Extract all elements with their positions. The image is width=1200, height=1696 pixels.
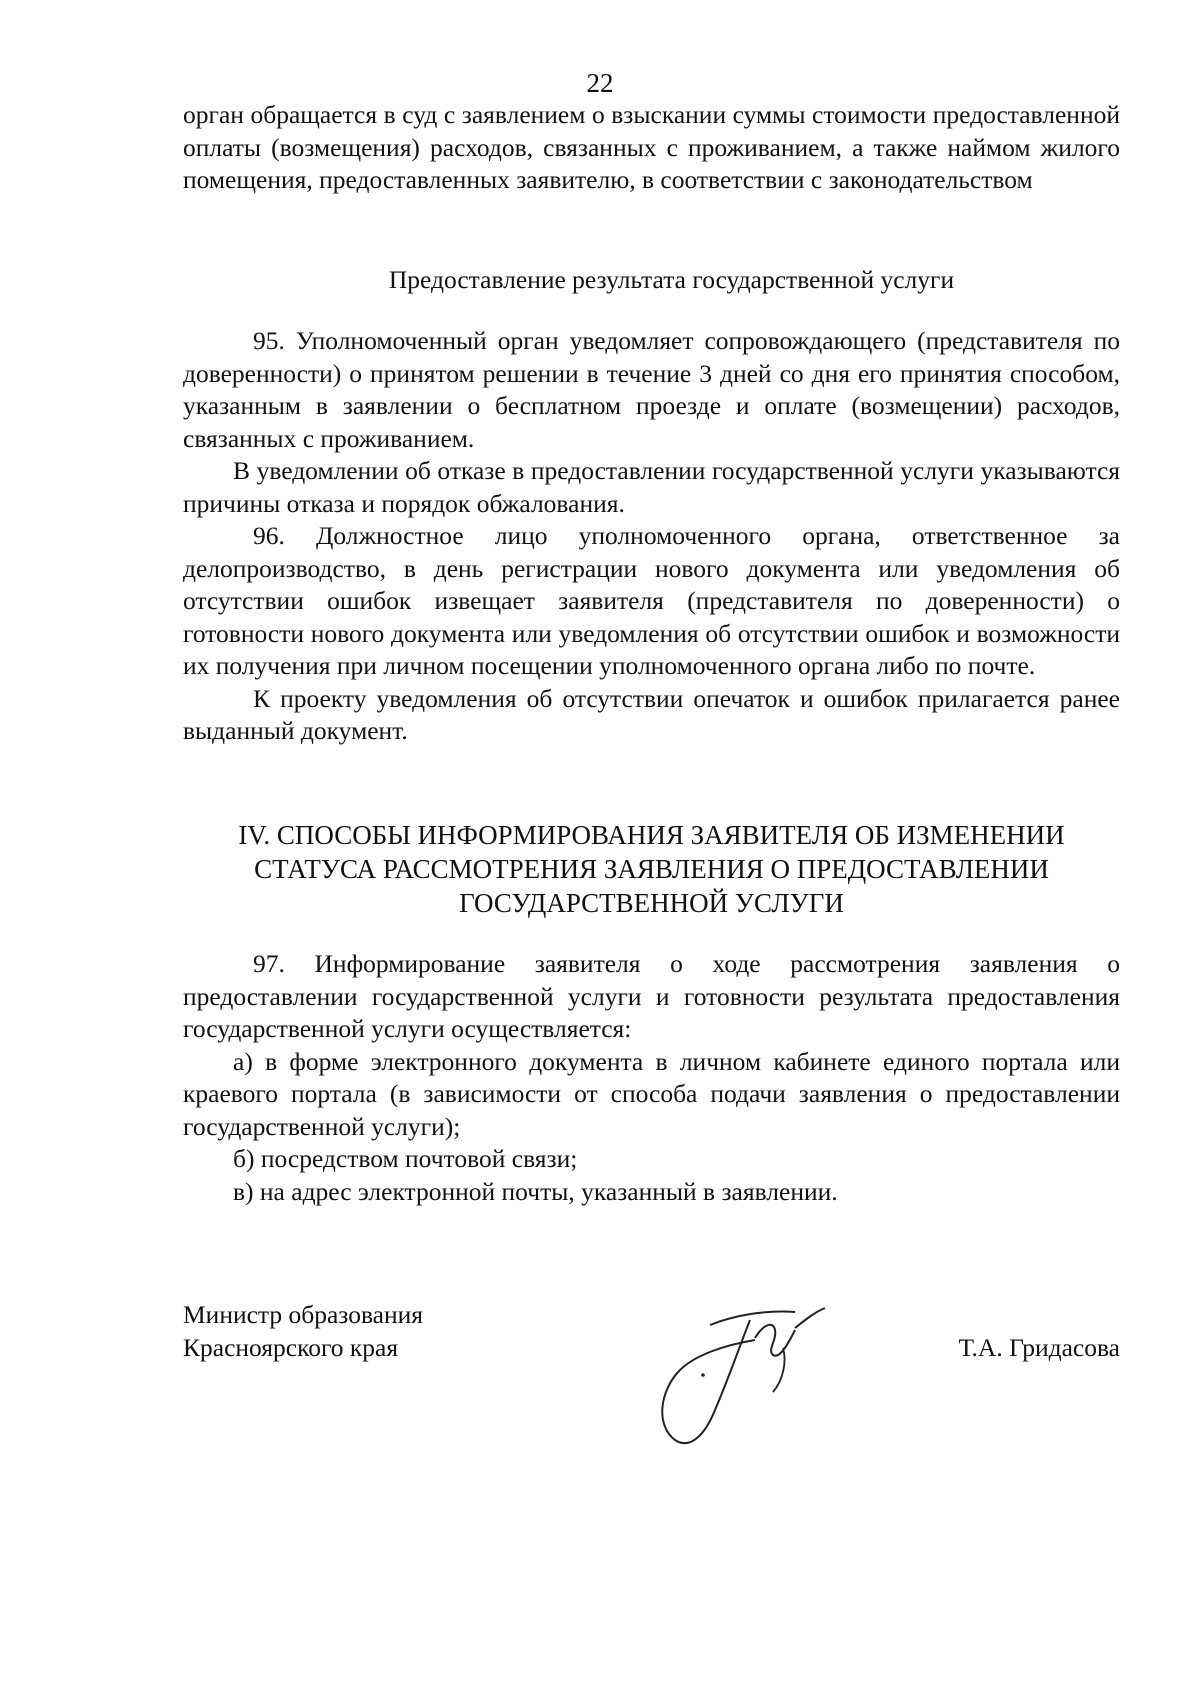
signatory-position-line-1: Министр образования: [183, 1300, 424, 1329]
paragraph-95: 95. Уполномоченный орган уведомляет сопровождающего (представителя по доверенности) о принятом решении в течение 3 дней со дня его принятия способом, указанным в заявлении о бесплатном проезде и оплате (возмещении) расходов, связанных с проживанием.: [183, 326, 1120, 453]
section-heading-line-2: СТАТУСА РАССМОТРЕНИЯ ЗАЯВЛЕНИЯ О ПРЕДОСТАВЛЕНИИ: [254, 854, 1049, 884]
section-heading-line-3: ГОСУДАРСТВЕННОЙ УСЛУГИ: [459, 888, 844, 918]
list-item-a: а) в форме электронного документа в личном кабинете единого портала или краевого портала (в зависимости от способа подачи заявления о предоставлении государственной услуги);: [183, 1046, 1120, 1141]
body-block-2: [183, 948, 1120, 1208]
signatory-position-line-2: Красноярского края: [183, 1333, 399, 1362]
paragraph-refusal-notice: В уведомлении об отказе в предоставлении государственной услуги указываются причины отказа и порядок обжалования.: [183, 456, 1120, 518]
paragraph-attachment-note: К проекту уведомления об отсутствии опечаток и ошибок прилагается ранее выданный документ.: [183, 683, 1120, 745]
paragraph-97: 97. Информирование заявителя о ходе рассмотрения заявления о предоставлении государственной услуги и готовности результата предоставления государственной услуги осуществляется:: [183, 949, 1120, 1043]
intro-text-block: [183, 99, 1120, 197]
list-item-b: б) посредством почтовой связи;: [233, 1144, 578, 1173]
intro-paragraph: орган обращается в суд с заявлением о взыскании суммы стоимости предоставленной оплаты (возмещения) расходов, связанных с проживанием, а также наймом жилого помещения, предоставленных заявителю, в соответствии с законодательством: [183, 100, 1120, 194]
signatory-name: Т.А. Гридасова: [958, 1333, 1120, 1362]
subheading-result: Предоставление результата государственной услуги: [388, 265, 955, 294]
body-block-1: [183, 325, 1120, 748]
signatory-position: [183, 1298, 423, 1364]
page-number: 22: [586, 68, 614, 98]
section-heading-line-1: IV. СПОСОБЫ ИНФОРМИРОВАНИЯ ЗАЯВИТЕЛЯ ОБ ИЗМЕНЕНИИ: [238, 820, 1065, 850]
section-heading-iv: [183, 818, 1120, 920]
handwritten-signature: [655, 1300, 855, 1455]
paragraph-96: 96. Должностное лицо уполномоченного органа, ответственное за делопроизводство, в день регистрации нового документа или уведомления об отсутствии ошибок извещает заявителя (представителя по доверенности) о готовности нового документа или уведомления об отсутствии ошибок и возможности их получения при личном посещении уполномоченного органа либо по почте.: [183, 521, 1120, 680]
list-item-v: в) на адрес электронной почты, указанный в заявлении.: [233, 1176, 838, 1206]
